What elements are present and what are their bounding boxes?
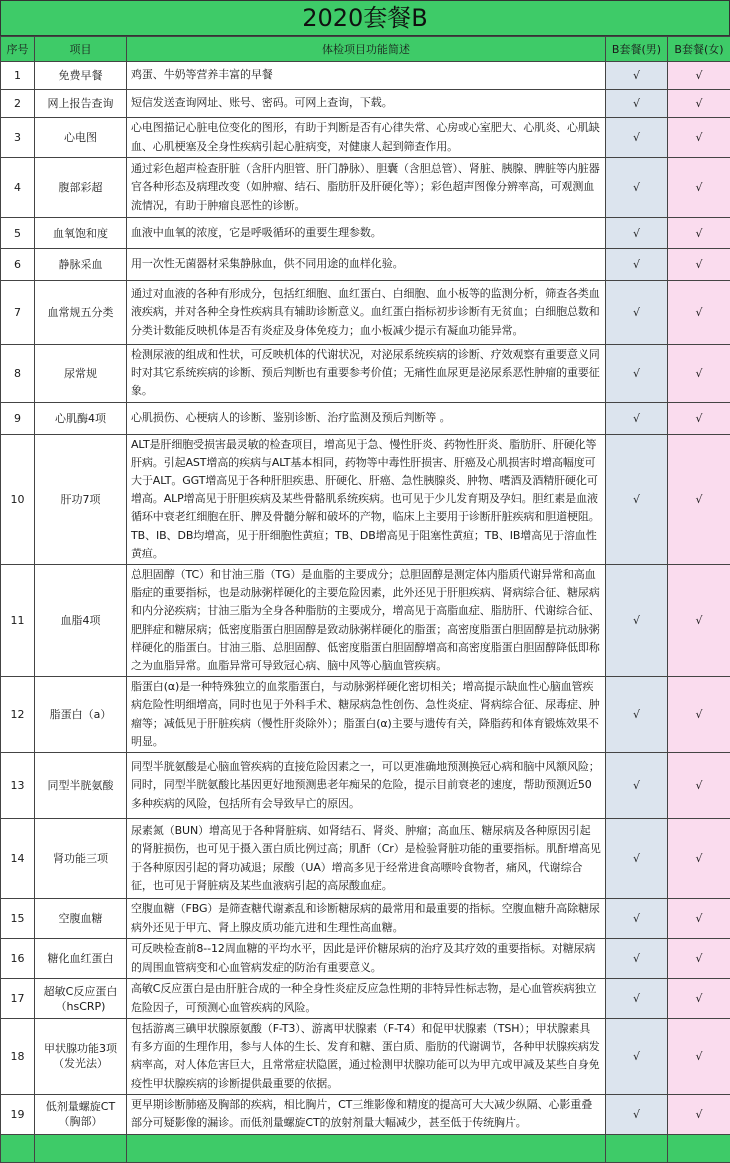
row-no: 7: [1, 281, 35, 345]
row-item: 糖化血红蛋白: [35, 939, 127, 979]
row-female-check: √: [668, 939, 730, 979]
table-row: [1, 118, 730, 158]
row-item: 空腹血糖: [35, 899, 127, 939]
table-row: [1, 753, 730, 819]
row-item: 尿常规: [35, 345, 127, 403]
footer-cell: [127, 1134, 606, 1162]
footer-cell: [35, 1134, 127, 1162]
row-no: 1: [1, 62, 35, 90]
table-row: [1, 1019, 730, 1095]
table-header-row: [1, 37, 730, 62]
row-no: 6: [1, 249, 35, 281]
row-desc: 短信发送查询网址、账号、密码。可网上查询，下载。: [127, 90, 606, 118]
row-item: 心肌酶4项: [35, 402, 127, 434]
row-no: 14: [1, 819, 35, 899]
table-row: [1, 677, 730, 753]
row-no: 17: [1, 979, 35, 1019]
row-female-check: √: [668, 281, 730, 345]
row-female-check: √: [668, 1094, 730, 1134]
header-desc: 体检项目功能简述: [127, 37, 606, 62]
row-item: 血常规五分类: [35, 281, 127, 345]
row-male-check: √: [606, 434, 668, 564]
row-female-check: √: [668, 249, 730, 281]
header-female: B套餐(女): [668, 37, 730, 62]
row-item: 静脉采血: [35, 249, 127, 281]
row-no: 16: [1, 939, 35, 979]
row-male-check: √: [606, 402, 668, 434]
footer-cell: [606, 1134, 668, 1162]
row-desc: 总胆固醇（TC）和甘油三脂（TG）是血脂的主要成分；总胆固醇是测定体内脂质代谢异常和高血脂症的重要指标，也是动脉粥样硬化的主要危险因素，此外还见于肝胆疾病、肾病综合征、糖尿病和内分泌疾病；甘油三脂为全身各种脂肪的主要成分，增高见于高脂血症、脂肪肝、代谢综合征、肥胖症和糖尿病；低密度脂蛋白胆固醇是致动脉粥样硬化的脂蛋；高密度脂蛋白胆固醇是抗动脉粥样硬化的脂蛋白。甘油三脂、总胆固醇、低密度脂蛋白胆固醇增高和高密度脂蛋白胆固醇降低即称之为血脂异常。血脂异常可导致冠心病、脑中风等心脑血管疾病。: [127, 565, 606, 677]
row-female-check: √: [668, 899, 730, 939]
row-male-check: √: [606, 62, 668, 90]
row-item: 血脂4项: [35, 565, 127, 677]
row-male-check: √: [606, 899, 668, 939]
table-row: [1, 1094, 730, 1134]
row-male-check: √: [606, 249, 668, 281]
row-item: 超敏C反应蛋白（hsCRP): [35, 979, 127, 1019]
row-item: 免费早餐: [35, 62, 127, 90]
row-desc: 尿素氮（BUN）增高见于各种肾脏病、如肾结石、肾炎、肿瘤；高血压、糖尿病及各种原因引起的肾脏损伤，也可见于摄入蛋白质比例过高；肌酐（Cr）是检验肾脏功能的重要指标。肌酐增高见于各种原因引起的肾功减退；尿酸（UA）增高多见于经常进食高嘌呤食物者，痛风，代谢综合征，也可见于肾脏病及某些血液病引起的高尿酸血症。: [127, 819, 606, 899]
table-row: [1, 979, 730, 1019]
row-desc: 用一次性无菌器材采集静脉血，供不同用途的血样化验。: [127, 249, 606, 281]
row-no: 12: [1, 677, 35, 753]
row-no: 8: [1, 345, 35, 403]
row-item: 同型半胱氨酸: [35, 753, 127, 819]
row-no: 13: [1, 753, 35, 819]
row-desc: 通过对血液的各种有形成分，包括红细胞、血红蛋白、白细胞、血小板等的监测分析，筛查各类血液疾病，并对各种全身性疾病具有辅助诊断意义。血红蛋白指标初步诊断有无贫血；白细胞总数和分类计数能反映机体是否有炎症及身体免疫力；血小板减少提示有凝血功能异常。: [127, 281, 606, 345]
row-female-check: √: [668, 434, 730, 564]
table-footer-row: [1, 1134, 730, 1162]
row-desc: 鸡蛋、牛奶等营养丰富的早餐: [127, 62, 606, 90]
row-no: 19: [1, 1094, 35, 1134]
row-no: 18: [1, 1019, 35, 1095]
row-female-check: √: [668, 345, 730, 403]
row-female-check: √: [668, 402, 730, 434]
header-item: 项目: [35, 37, 127, 62]
row-male-check: √: [606, 677, 668, 753]
row-female-check: √: [668, 1019, 730, 1095]
row-male-check: √: [606, 281, 668, 345]
row-male-check: √: [606, 218, 668, 249]
row-desc: 心肌损伤、心梗病人的诊断、鉴别诊断、治疗监测及预后判断等 。: [127, 402, 606, 434]
table-row: [1, 158, 730, 218]
row-male-check: √: [606, 979, 668, 1019]
row-male-check: √: [606, 939, 668, 979]
header-no: 序号: [1, 37, 35, 62]
table-row: [1, 402, 730, 434]
row-no: 9: [1, 402, 35, 434]
row-desc: 心电图描记心脏电位变化的图形，有助于判断是否有心律失常、心房或心室肥大、心肌炎、心肌缺血、心肌梗塞及全身性疾病引起心脏病变，对健康人起到筛查作用。: [127, 118, 606, 158]
table-row: [1, 62, 730, 90]
row-no: 3: [1, 118, 35, 158]
row-female-check: √: [668, 565, 730, 677]
row-female-check: √: [668, 118, 730, 158]
row-male-check: √: [606, 1094, 668, 1134]
table-row: [1, 434, 730, 564]
row-item: 低剂量螺旋CT（胸部）: [35, 1094, 127, 1134]
row-no: 2: [1, 90, 35, 118]
row-item: 网上报告查询: [35, 90, 127, 118]
row-desc: 检测尿液的组成和性状，可反映机体的代谢状况，对泌尿系统疾病的诊断、疗效观察有重要意义同时对其它系统疾病的诊断、预后判断也有重要参考价值；无痛性血尿更是泌尿系恶性肿瘤的重要征象。: [127, 345, 606, 403]
row-desc: 可反映检查前8--12周血糖的平均水平，因此是评价糖尿病的治疗及其疗效的重要指标。对糖尿病的周围血管病变和心血管病发症的防治有重要意义。: [127, 939, 606, 979]
row-item: 腹部彩超: [35, 158, 127, 218]
row-no: 4: [1, 158, 35, 218]
row-male-check: √: [606, 1019, 668, 1095]
row-desc: 高敏C反应蛋白是由肝脏合成的一种全身性炎症反应急性期的非特异性标志物，是心血管疾病独立危险因子，可预测心血管疾病的风险。: [127, 979, 606, 1019]
row-male-check: √: [606, 118, 668, 158]
table-row: [1, 218, 730, 249]
row-no: 5: [1, 218, 35, 249]
row-male-check: √: [606, 158, 668, 218]
row-no: 10: [1, 434, 35, 564]
row-desc: ALT是肝细胞受损害最灵敏的检查项目，增高见于急、慢性肝炎、药物性肝炎、脂肪肝、肝硬化等肝病。引起AST增高的疾病与ALT基本相同，药物等中毒性肝损害、肝癌及心肌损害时增高幅度可大于ALT。GGT增高见于各种肝胆疾患、肝硬化、肝癌、急性胰腺炎、肿物、嗜酒及酒精肝硬化可增高。ALP增高见于肝胆疾病及某些骨骼肌系统疾病。也可见于少儿发育期及孕妇。胆红素是血液循环中衰老红细胞在肝、脾及骨髓分解和破坏的产物，临床上主要用于诊断肝脏疾病和胆道梗阻。TB、IB、DB均增高，见于肝细胞性黄疸；TB、DB增高见于阻塞性黄疸；TB、IB增高见于溶血性黄疸。: [127, 434, 606, 564]
row-desc: 通过彩色超声检查肝脏（含肝内胆管、肝门静脉）、胆囊（含胆总管）、肾脏、胰腺、脾脏等内脏器官各种形态及病理改变（如肿瘤、结石、脂肪肝及肝硬化等）；彩色超声图像分辨率高，可观测血流情况，有助于肿瘤良恶性的诊断。: [127, 158, 606, 218]
row-male-check: √: [606, 345, 668, 403]
table-row: [1, 565, 730, 677]
row-male-check: √: [606, 819, 668, 899]
row-male-check: √: [606, 90, 668, 118]
row-desc: 同型半胱氨酸是心脑血管疾病的直接危险因素之一，可以更准确地预测换冠心病和脑中风额风险；同时，同型半胱氨酸比基因更好地预测患老年痴呆的危险，提示目前衰老的速度，帮助预测近50多种疾病的风险，包括所有会导致早亡的原因。: [127, 753, 606, 819]
row-desc: 空腹血糖（FBG）是筛查糖代谢紊乱和诊断糖尿病的最常用和最重要的指标。空腹血糖升高除糖尿病外还见于甲亢、肾上腺皮质功能亢进和生理性高血糖。: [127, 899, 606, 939]
row-female-check: √: [668, 218, 730, 249]
table-row: [1, 249, 730, 281]
row-desc: 血液中血氧的浓度，它是呼吸循环的重要生理参数。: [127, 218, 606, 249]
row-item: 肝功7项: [35, 434, 127, 564]
table-row: [1, 899, 730, 939]
row-desc: 更早期诊断肺癌及胸部的疾病，相比胸片，CT三维影像和精度的提高可大大减少纵隔、心影重叠部分可疑影像的漏诊。而低剂量螺旋CT的放射剂量大幅减少，甚至低于传统胸片。: [127, 1094, 606, 1134]
table-row: [1, 939, 730, 979]
table-row: [1, 281, 730, 345]
row-female-check: √: [668, 90, 730, 118]
row-female-check: √: [668, 677, 730, 753]
row-item: 血氧饱和度: [35, 218, 127, 249]
footer-cell: [668, 1134, 730, 1162]
table-row: [1, 819, 730, 899]
row-desc: 脂蛋白(α)是一种特殊独立的血浆脂蛋白，与动脉粥样硬化密切相关；增高提示缺血性心脑血管疾病危险性明细增高，同时也见于外科手术、糖尿病急性创伤、急性炎症、肾病综合征、尿毒症、肿瘤等；减低见于肝脏疾病（慢性肝炎除外）；脂蛋白(α)主要与遗传有关，降脂药和体育锻炼效果不明显。: [127, 677, 606, 753]
exam-table: [0, 36, 730, 1163]
row-female-check: √: [668, 819, 730, 899]
row-female-check: √: [668, 62, 730, 90]
footer-cell: [1, 1134, 35, 1162]
row-male-check: √: [606, 565, 668, 677]
row-item: 肾功能三项: [35, 819, 127, 899]
row-item: 甲状腺功能3项（发光法）: [35, 1019, 127, 1095]
header-male: B套餐(男): [606, 37, 668, 62]
row-desc: 包括游离三碘甲状腺原氨酸（F-T3）、游离甲状腺素（F-T4）和促甲状腺素（TSH）；甲状腺素具有多方面的生理作用，参与人体的生长、发育和糖、蛋白质、脂肪的代谢调节，各种甲状腺疾病发病率高，对人体危害巨大，且常常症状隐匿，通过检测甲状腺功能可以为甲亢或甲减及某些自身免疫性甲状腺疾病的诊断提供最重要的依据。: [127, 1019, 606, 1095]
table-row: [1, 345, 730, 403]
row-item: 脂蛋白（a）: [35, 677, 127, 753]
row-male-check: √: [606, 753, 668, 819]
package-title: 2020套餐B: [0, 0, 730, 36]
row-no: 15: [1, 899, 35, 939]
row-item: 心电图: [35, 118, 127, 158]
row-no: 11: [1, 565, 35, 677]
row-female-check: √: [668, 158, 730, 218]
row-female-check: √: [668, 753, 730, 819]
row-female-check: √: [668, 979, 730, 1019]
table-row: [1, 90, 730, 118]
